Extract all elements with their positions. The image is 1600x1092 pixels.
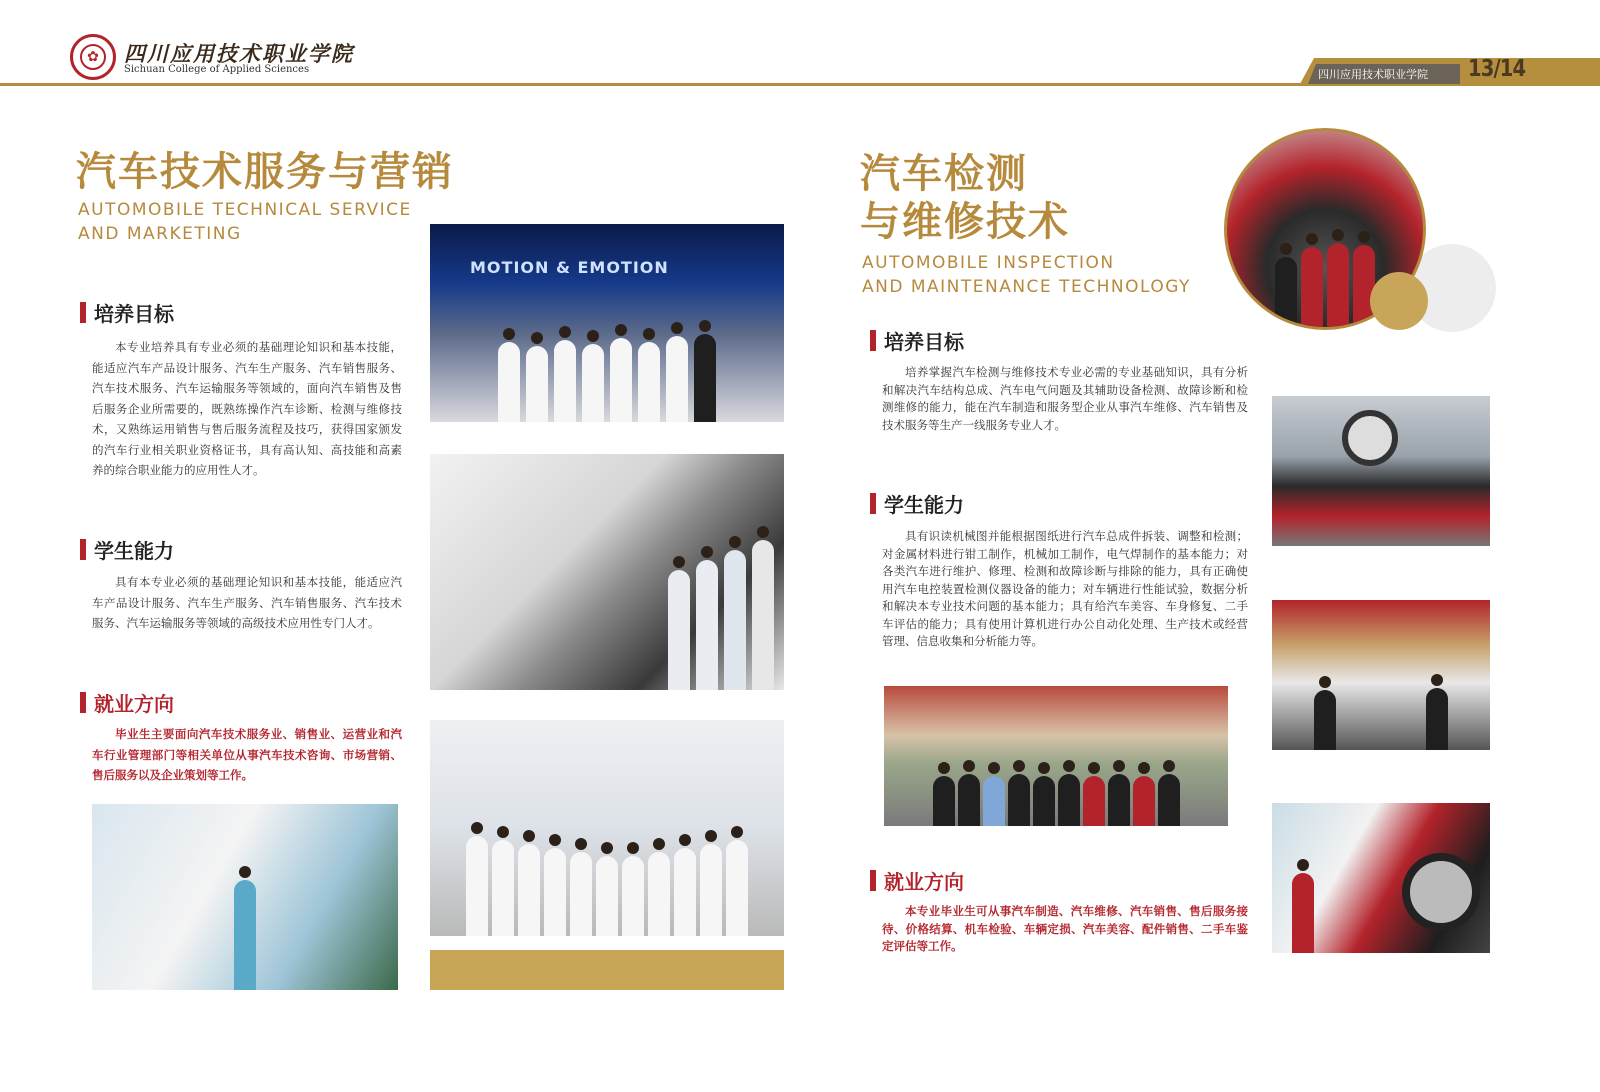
tire-shape <box>1402 853 1480 931</box>
page-number: 13/14 <box>1468 56 1526 82</box>
photo-sales-staff-lineup <box>430 720 784 936</box>
left-title-en-line1: AUTOMOBILE TECHNICAL SERVICE <box>78 200 412 220</box>
header-tab-label: 四川应用技术职业学院 <box>1318 68 1428 81</box>
left-goal-heading <box>80 298 174 327</box>
left-title-cn: 汽车技术服务与营销 <box>76 149 454 195</box>
heading-bar <box>80 539 86 560</box>
right-career-heading-text: 就业方向 <box>884 870 964 894</box>
left-goal-heading-text: 培养目标 <box>94 302 174 326</box>
school-name-cn: 四川应用技术职业学院 <box>124 41 354 66</box>
left-ability-text: 具有本专业必须的基础理论知识和基本技能，能适应汽车产品设计服务、汽车生产服务、汽车销售服务、汽车技术服务、汽车运输服务等领域的高级技术应用性专门人才。 <box>92 575 402 630</box>
left-career-heading <box>80 688 174 717</box>
heading-bar <box>80 302 86 323</box>
right-title-cn-line1: 汽车检测 <box>860 151 1028 197</box>
heading-bar <box>870 493 876 514</box>
photo-award-group <box>884 686 1228 826</box>
photo-training-workshop <box>1272 600 1490 750</box>
right-career-heading <box>870 866 964 895</box>
right-goal-heading-text: 培养目标 <box>884 330 964 354</box>
photo-engine-inspection <box>430 454 784 690</box>
photo-wheel-repair <box>1272 803 1490 953</box>
left-career-heading-text: 就业方向 <box>94 692 174 716</box>
right-ability-heading-text: 学生能力 <box>884 493 964 517</box>
photo-auto-expo-group <box>430 224 784 422</box>
right-title-en-line2: AND MAINTENANCE TECHNOLOGY <box>862 277 1191 297</box>
right-title-cn-line2: 与维修技术 <box>860 199 1070 245</box>
decor-gold-circle <box>1370 272 1428 330</box>
left-career-text: 毕业生主要面向汽车技术服务业、销售业、运营业和汽车行业管理部门等相关单位从事汽车技术咨询、市场营销、售后服务以及企业策划等工作。 <box>92 727 402 782</box>
photo-student-inspecting-car <box>92 804 398 990</box>
gold-decor-block <box>430 950 784 990</box>
photo-car-on-lift <box>1272 396 1490 546</box>
wheel-shape <box>1342 410 1398 466</box>
school-name-en: Sichuan College of Applied Sciences <box>124 64 310 75</box>
right-goal-text: 培养掌握汽车检测与维修技术专业必需的专业基础知识，具有分析和解决汽车结构总成、汽车电气问题及其辅助设备检测、故障诊断和检测维修的能力，能在汽车制造和服务型企业从事汽车维修、汽车销售及技术服务等生产一线服务专业人才。 <box>882 365 1248 432</box>
right-title-en-line1: AUTOMOBILE INSPECTION <box>862 253 1115 273</box>
right-career-text: 本专业毕业生可从事汽车制造、汽车维修、汽车销售、售后服务接待、价格结算、机车检验、车辆定损、汽车美容、配件销售、二手车鉴定评估等工作。 <box>882 904 1248 953</box>
left-ability-heading <box>80 535 174 564</box>
heading-bar <box>80 692 86 713</box>
left-title-en-line2: AND MARKETING <box>78 224 242 244</box>
right-goal-heading <box>870 326 964 355</box>
right-ability-heading <box>870 489 964 518</box>
right-ability-text: 具有识读机械图并能根据图纸进行汽车总成件拆装、调整和检测；对金属材料进行钳工制作，机械加工制作，电气焊制作的基本能力；对各类汽车进行维护、修理、检测和故障诊断与排除的能力，具有正确使用汽车电控装置检测仪器设备的能力；对车辆进行性能试验，数据分析和解决本专业技术问题的基本能力；具有给汽车美容、车身修复、二手车评估的能力；具有使用计算机进行办公自动化处理、生产技术或经营管理、信息收集和分析能力等。 <box>882 529 1248 648</box>
left-goal-text: 本专业培养具有专业必须的基础理论知识和基本技能，能适应汽车产品设计服务、汽车生产服务、汽车销售服务、汽车技术服务、汽车运输服务等领域的，面向汽车销售及售后服务企业所需要的，既熟练操作汽车诊断、检测与维修技术，又熟练运用销售与售后服务流程及技巧，获得国家颁发的汽车行业相关职业资格证书，具有高认知、高技能和高素养的综合职业能力的应用性人才。 <box>92 340 402 477</box>
heading-bar <box>870 870 876 891</box>
heading-bar <box>870 330 876 351</box>
school-logo-seal: ✿ <box>70 34 116 80</box>
expo-banner-text: MOTION & EMOTION <box>470 258 669 277</box>
left-ability-heading-text: 学生能力 <box>94 539 174 563</box>
